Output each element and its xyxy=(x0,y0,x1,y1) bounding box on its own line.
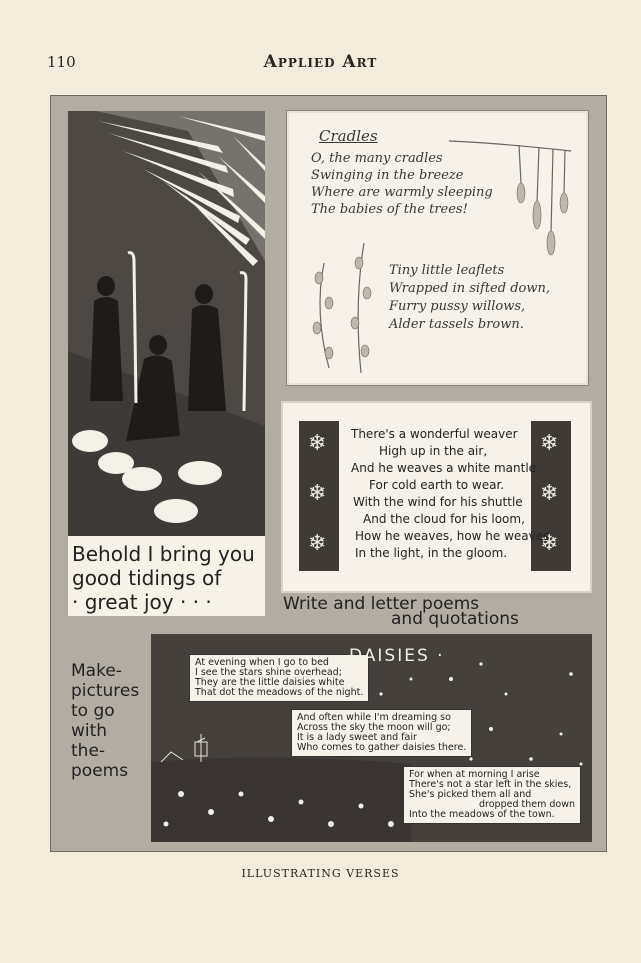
daisies-verse-line: For when at morning I arise xyxy=(409,769,540,780)
shepherds-caption xyxy=(68,536,265,616)
shepherds-caption-line: good tidings of xyxy=(72,566,222,590)
snowflake-strip-left xyxy=(299,421,339,571)
running-head: Applied Art xyxy=(263,52,378,72)
illustration-plate xyxy=(50,95,607,852)
cradles-poem xyxy=(287,111,588,385)
daisies-verse-line: Into the meadows of the town. xyxy=(409,809,555,820)
cradles-line: Tiny little leaflets xyxy=(389,263,505,278)
shepherds-caption-line: Behold I bring you xyxy=(72,542,255,566)
write-caption-line: Write and letter poems xyxy=(283,594,480,614)
daisies-illustration xyxy=(151,634,592,842)
daisies-verse-line: It is a lady sweet and fair xyxy=(297,732,417,743)
cradles-line: O, the many cradles xyxy=(311,151,443,166)
snowflake-strip-right xyxy=(531,421,571,571)
shepherds-illustration xyxy=(68,111,265,536)
daisies-verse-line: Who comes to gather daisies there. xyxy=(297,742,467,753)
cradles-line: Swinging in the breeze xyxy=(311,168,464,183)
shepherds-silhouette xyxy=(68,111,265,536)
daisies-verse-line: At evening when I go to bed xyxy=(195,657,329,668)
make-caption-line: with xyxy=(71,721,108,741)
make-caption-line: Make- xyxy=(71,661,122,681)
weaver-line: High up in the air, xyxy=(379,444,488,458)
make-caption-line: the- xyxy=(71,741,106,761)
daisies-verse-line: They are the little daisies white xyxy=(195,677,345,688)
weaver-line: With the wind for his shuttle xyxy=(353,495,523,509)
cradles-line: Alder tassels brown. xyxy=(389,317,524,332)
daisies-verse-line: There's not a star left in the skies, xyxy=(409,779,572,790)
cradles-line: Where are warmly sleeping xyxy=(311,185,493,200)
weaver-line: In the light, in the gloom. xyxy=(355,546,508,560)
page-number: 110 xyxy=(47,53,76,71)
cradles-title: Cradles xyxy=(319,127,378,145)
weaver-poem xyxy=(281,401,592,593)
daisies-verse-line: dropped them down xyxy=(479,799,575,810)
weaver-line: How he weaves, how he weaves xyxy=(355,529,550,543)
snowflake-icon: ❄ xyxy=(308,481,327,506)
daisies-verse-line: And often while I'm dreaming so xyxy=(297,712,451,723)
weaver-line: For cold earth to wear. xyxy=(369,478,505,492)
snowflake-icon: ❄ xyxy=(540,531,559,556)
figure-caption: ILLUSTRATING VERSES xyxy=(241,867,400,880)
cradles-line: The babies of the trees! xyxy=(311,202,468,217)
daisies-title: DAISIES · xyxy=(349,646,445,666)
cradles-line: Furry pussy willows, xyxy=(389,299,526,314)
weaver-line: And the cloud for his loom, xyxy=(363,512,525,526)
weaver-line: There's a wonderful weaver xyxy=(351,427,518,441)
snowflake-icon: ❄ xyxy=(308,531,327,556)
daisies-verse-line: Across the sky the moon will go; xyxy=(297,722,451,733)
daisies-verse-line: I see the stars shine overhead; xyxy=(195,667,342,678)
snowflake-icon: ❄ xyxy=(308,431,327,456)
daisies-verse-3 xyxy=(403,766,581,824)
make-caption-line: poems xyxy=(71,761,129,781)
daisies-verse-1 xyxy=(189,654,369,702)
snowflake-icon: ❄ xyxy=(540,431,559,456)
make-caption-line: to go xyxy=(71,701,115,721)
daisies-verse-line: That dot the meadows of the night. xyxy=(195,687,364,698)
daisies-verse-line: She's picked them all and xyxy=(409,789,532,800)
weaver-line: And he weaves a white mantle xyxy=(351,461,537,475)
make-caption-line: pictures xyxy=(71,681,140,701)
cradles-line: Wrapped in sifted down, xyxy=(389,281,550,296)
snowflake-icon: ❄ xyxy=(540,481,559,506)
write-caption-line: and quotations xyxy=(391,609,519,629)
daisies-verse-2 xyxy=(291,709,472,757)
shepherds-caption-line: · great joy · · · xyxy=(72,590,212,614)
crescent-moon-icon xyxy=(510,662,543,713)
